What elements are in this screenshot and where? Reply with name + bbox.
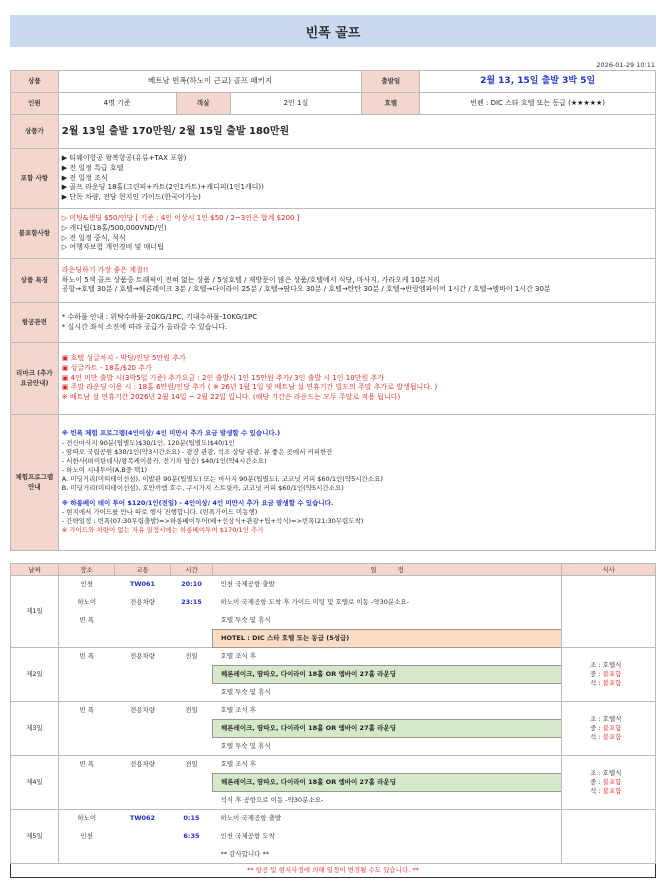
place-cell: 빈 폭 xyxy=(59,756,115,774)
itinerary-text: 하노이 국제공항 출발 xyxy=(213,810,562,828)
time-cell: 6:35 xyxy=(183,831,200,840)
transport-cell: TW061 xyxy=(115,576,171,594)
col-itinerary: 일 정 xyxy=(213,564,562,576)
meal-item xyxy=(590,670,652,679)
excluded-item: ▷ 캐디팁(18홀/500,000VND/인) xyxy=(61,223,167,232)
place-cell xyxy=(59,666,115,684)
day-label: 제1일 xyxy=(11,576,59,648)
itinerary-row xyxy=(11,810,656,828)
transport-cell xyxy=(115,720,171,738)
meal-cell xyxy=(562,648,656,702)
itinerary-row xyxy=(11,738,656,756)
itinerary-row xyxy=(11,846,656,864)
itinerary-row xyxy=(11,720,656,738)
col-date: 날짜 xyxy=(11,564,59,576)
program-item: A. 미딩거리(미띠테이선섬), 이발관 90분(팁별도) 또는 마사지 90분(팁별도), 코코넛 커피 $60/1인(약5시간소요) xyxy=(61,474,383,483)
meal-type: 석 : xyxy=(590,679,603,688)
itinerary-row xyxy=(11,702,656,720)
meal-value: 호텔식 xyxy=(602,660,622,669)
itinerary-row xyxy=(11,612,656,630)
transport-cell: TW062 xyxy=(115,810,171,828)
remark-item: ▣ 4인 미만 출발 시(3박5일 기준) 추가요금 : 2인 출발시 1인 15만원 추가/ 3인 출발 시 1인 10만원 추가 xyxy=(61,373,384,382)
itinerary-row xyxy=(11,666,656,684)
place-cell: 빈 폭 xyxy=(59,648,115,666)
place-cell: 인천 xyxy=(80,831,94,840)
place-cell: 하노이 xyxy=(59,810,115,828)
transport-cell xyxy=(115,666,171,684)
meal-value: 불포함 xyxy=(602,679,622,688)
place-cell: 하노이 xyxy=(77,597,97,606)
transport-cell xyxy=(115,684,171,702)
meal-type: 조 : xyxy=(590,768,603,777)
included-item: ▶ 골프 라운딩 18홀(그린피+카트(2인1카트)+캐디피(1인1캐디)) xyxy=(61,183,264,192)
program-item: B. 미딩거리(미띠테이선섬), 호안끼엠 호수, 구시가지 스트릿카, 코코넛 커피 $60/1인(약5시간소요) xyxy=(61,484,344,493)
itinerary-text: 헤론레이크, 땀따오, 다이라이 18홀 OR 엠바이 27홀 라운딩 xyxy=(213,720,562,738)
meal-cell xyxy=(562,756,656,810)
room-label: 객실 xyxy=(176,93,230,115)
included-list xyxy=(58,149,655,209)
price-value: 2월 13일 출발 170만원/ 2월 15일 출발 180만원 xyxy=(58,115,655,149)
product-name: 베트남 빈폭(하노이 근교) 골프 패키지 xyxy=(58,71,362,93)
itinerary-text: 호텔 조식 후 xyxy=(213,648,562,666)
depart-dates: 2월 13, 15일 출발 3박 5일 xyxy=(420,71,656,93)
features-line: 공항→호텔 30분 / 호텔→헤론레이크 3분 / 호텔→다이라이 25분 / 호텔→땀다오 30분 / 호텔→탄탄 30분 / 호텔→반랑엠파이어 1시간 / 호텔→엠바이 1시간 30분 xyxy=(61,285,551,294)
itinerary-table xyxy=(10,563,656,878)
time-cell xyxy=(171,774,213,792)
meal-value: 불포함 xyxy=(602,733,622,742)
time-cell: 전일 xyxy=(171,702,213,720)
itinerary-row xyxy=(11,792,656,810)
col-place: 장소 xyxy=(59,564,115,576)
meal-type: 중 : xyxy=(590,723,603,732)
room-value: 2인 1실 xyxy=(230,93,362,115)
included-item: ▶ 단독 차량, 전담 현지인 가이드(한국어가능) xyxy=(61,193,201,202)
airline-line: * 수하물 안내 : 위탁수하물-20KG/1PC, 기내수하물-10KG/1PC xyxy=(61,312,258,321)
time-cell: 23:15 xyxy=(181,597,202,606)
itinerary-text: 호텔 조식 후 xyxy=(213,756,562,774)
remark-item: ▣ 주말 라운딩 이용 시 : 18홀 6만원/인당 추가 ( ※ 26년 1월 1일 및 베트남 설 연휴기간 빌도의 주말 추가로 발생됩니다. ) xyxy=(61,383,438,392)
time-cell xyxy=(171,612,213,630)
itinerary-row xyxy=(11,594,656,612)
page-title: 빈폭 골프 xyxy=(10,15,656,47)
place-cell xyxy=(59,846,115,864)
meal-cell xyxy=(562,576,656,648)
airline-line: * 실시간 좌석 소진에 따라 공급가 올라갈 수 있습니다. xyxy=(61,322,228,331)
excluded-item: ▷ 여행자보험 개인경비 및 매너팁 xyxy=(61,243,164,252)
transport-cell: 전용차량 xyxy=(129,597,156,606)
itinerary-text: 호텔 투숙 및 휴식 xyxy=(220,687,271,696)
time-cell xyxy=(171,738,213,756)
meal-value: 불포함 xyxy=(602,787,622,796)
transport-cell: 전용차량 xyxy=(115,648,171,666)
meal-item xyxy=(590,787,652,796)
meal-type: 중 : xyxy=(590,777,603,786)
meal-item xyxy=(590,661,652,670)
remark-item: ▣ 싱글카트 - 18홀/$20 추가 xyxy=(61,363,152,372)
meal-type: 중 : xyxy=(590,669,603,678)
transport-cell: 전용차량 xyxy=(115,756,171,774)
place-cell: 인천 xyxy=(59,576,115,594)
program-label: 체험프로그램 안내 xyxy=(11,415,59,551)
day-label: 제2일 xyxy=(11,648,59,702)
program-item: - 간략일정 : 빈폭(07:30무렵출발)=>하롱베이투어(배+선상식+관광+팁+석식)=>빈폭(21:30무렵도착) xyxy=(61,517,364,526)
meal-item xyxy=(590,733,652,742)
product-info-table xyxy=(10,70,656,551)
included-item: ▶ 전 일정 특급 호텔 xyxy=(61,163,124,172)
hotel-value: 빈펜 : DIC 스타 호텔 또는 동급 (★★★★★) xyxy=(420,93,656,115)
time-cell: 0:15 xyxy=(171,810,213,828)
print-date: 2026-01-29 10:11 xyxy=(596,61,655,69)
itinerary-text: 인천 국제공항 도착 xyxy=(220,831,275,840)
program-text xyxy=(58,415,655,551)
program-heading: ※ 빈폭 체험 프로그램(4인이상/ 4인 미만시 추가 요금 발생할 수 있습니다.) xyxy=(61,429,281,438)
time-cell: 전일 xyxy=(171,648,213,666)
included-item: ▶ 전 일정 조식 xyxy=(61,173,108,182)
transport-cell xyxy=(115,738,171,756)
meal-value: 호텔식 xyxy=(602,768,622,777)
excluded-item: ▷ 전 일정 중식, 석식 xyxy=(61,233,126,242)
meal-type: 조 : xyxy=(590,714,603,723)
itinerary-text: 헤론레이크, 땀따오, 다이라이 18홀 OR 엠바이 27홀 라운딩 xyxy=(213,774,562,792)
excluded-item-fee: ▷ 미팅&샌딩 $50/인당 [ 기준 : 4인 이상시 1인 $50 / 2~3인은 합계 $200 ] xyxy=(61,213,300,222)
itinerary-row xyxy=(11,756,656,774)
transport-cell xyxy=(115,630,171,648)
itinerary-row xyxy=(11,576,656,594)
time-cell xyxy=(171,792,213,810)
people-value: 4명 기준 xyxy=(58,93,176,115)
col-transport: 교통 xyxy=(115,564,171,576)
people-label: 인원 xyxy=(11,93,59,115)
place-cell: 빈 폭 xyxy=(79,615,95,624)
program-heading: ※ 하롱베이 데이 투어 $120/1인(전일) - 4인이상/ 4인 미만시 추가 요금 발생할 수 있습니다. xyxy=(61,499,334,508)
meal-item xyxy=(590,769,652,778)
transport-cell xyxy=(115,612,171,630)
product-label: 상품 xyxy=(11,71,59,93)
meal-item xyxy=(590,778,652,787)
meal-item xyxy=(590,679,652,688)
program-item: - 전신마사지 90분(팁별도)$30/1인, 120분(팁별도)$40/1인 xyxy=(61,438,235,447)
place-cell xyxy=(59,684,115,702)
itinerary-footer-note: ** 항공 및 현지사정에 의해 일정이 변경될 수도 있습니다. ** xyxy=(11,864,656,878)
place-cell: 빈 폭 xyxy=(59,702,115,720)
transport-cell: 전용차량 xyxy=(115,702,171,720)
program-note: ※ 가이드와 차량이 없는 자유 일정시에는 하롱베이투어 $170/1인 추가 xyxy=(61,526,264,535)
place-cell xyxy=(59,720,115,738)
time-cell xyxy=(171,684,213,702)
meal-cell xyxy=(562,702,656,756)
hotel-label: 호텔 xyxy=(362,93,420,115)
itinerary-text: 헤론레이크, 땀따오, 다이라이 18홀 OR 엠바이 27홀 라운딩 xyxy=(213,666,562,684)
col-meal: 식사 xyxy=(562,564,656,576)
included-item: ▶ 티웨이항공 왕복항공(유류+TAX 포함) xyxy=(61,154,187,162)
meal-item xyxy=(590,715,652,724)
time-cell: 전일 xyxy=(171,756,213,774)
itinerary-row xyxy=(11,684,656,702)
price-label: 상품가 xyxy=(11,115,59,149)
meal-value: 불포함 xyxy=(602,777,622,786)
day-label: 제3일 xyxy=(11,702,59,756)
meal-type: 석 : xyxy=(590,787,603,796)
included-label: 포함 사항 xyxy=(11,149,59,209)
itinerary-text: 인천 국제공항 출발 xyxy=(213,576,562,594)
itinerary-text: 석식 후 공항으로 이동 -약30분소요- xyxy=(220,795,324,804)
remark-label: 리마크 (추가요금안내) xyxy=(11,343,59,415)
place-cell xyxy=(59,630,115,648)
airline-text xyxy=(58,303,655,343)
excluded-list xyxy=(58,209,655,259)
time-cell xyxy=(171,666,213,684)
features-line: 하노이 5색 골프 상품중 트래픽이 전혀 없는 상품 / 5성호텔 / 재방문이 많은 상품/호텔에서 식당, 마사지, 가라오케 10분거리 xyxy=(61,275,440,284)
remark-item: ▣ 호텔 싱글차지 - 박당/인당 5만원 추가 xyxy=(61,354,186,362)
excluded-label: 불포함사항 xyxy=(11,209,59,259)
itinerary-text: 하노이 국제공항 도착 후 가이드 미팅 및 호텔로 이동 -약30분소요- xyxy=(220,597,410,606)
program-item: - 서한사(떠이탄데사/왕복케이블카, 전기차 탑승) $40/1인(약4시간소요) xyxy=(61,456,267,465)
day-label: 제5일 xyxy=(11,810,59,864)
remark-item: ※ 베트남 설 연휴기간 2026년 2월 14일 ~ 2월 22일 입니다. (해당 기간은 라운드는 모두 주말로 적용 됩니다) xyxy=(61,393,401,402)
transport-cell xyxy=(115,846,171,864)
program-item: - 땀따오 국립공원 $30/1인(약3시간소요) - 광장 관광, 석조 상당 관광, 뷰 좋은 곳에서 커피한잔 xyxy=(61,447,333,456)
itinerary-row xyxy=(11,648,656,666)
remark-list xyxy=(58,343,655,415)
itinerary-text: 호텔 조식 후 xyxy=(213,702,562,720)
transport-cell xyxy=(115,792,171,810)
time-cell xyxy=(171,720,213,738)
itinerary-row xyxy=(11,774,656,792)
time-cell xyxy=(171,630,213,648)
itinerary-text: ** 감사합니다 ** xyxy=(220,849,270,858)
place-cell xyxy=(59,774,115,792)
meal-value: 불포함 xyxy=(602,669,622,678)
transport-cell xyxy=(115,774,171,792)
program-item: - 하노이 시내투어(A,B중 택1) xyxy=(61,465,147,474)
transport-cell xyxy=(115,828,171,846)
features-highlight: 라운딩하기 가장 좋은 계절!! xyxy=(61,265,149,274)
time-cell xyxy=(171,846,213,864)
place-cell xyxy=(59,792,115,810)
depart-label: 출발일 xyxy=(362,71,420,93)
col-time: 시간 xyxy=(171,564,213,576)
day-label: 제4일 xyxy=(11,756,59,810)
meal-value: 호텔식 xyxy=(602,714,622,723)
itinerary-text: HOTEL : DIC 스타 호텔 또는 동급 (5성급) xyxy=(213,630,562,648)
itinerary-row xyxy=(11,828,656,846)
time-cell: 20:10 xyxy=(171,576,213,594)
features-label: 상품 특징 xyxy=(11,259,59,303)
meal-type: 조 : xyxy=(590,660,603,669)
itinerary-text: 호텔 투숙 및 휴식 xyxy=(220,615,271,624)
itinerary-row xyxy=(11,630,656,648)
airline-label: 항공관련 xyxy=(11,303,59,343)
itinerary-text: 호텔 투숙 및 휴식 xyxy=(220,741,271,750)
meal-item xyxy=(590,724,652,733)
meal-value: 불포함 xyxy=(602,723,622,732)
program-item: - 현지에서 가이드를 만나 따로 행사 진행합니다. (빈폭가이드 미동행) xyxy=(61,508,258,517)
meal-type: 석 : xyxy=(590,733,603,742)
meal-cell xyxy=(562,810,656,864)
features-text xyxy=(58,259,655,303)
place-cell xyxy=(59,738,115,756)
